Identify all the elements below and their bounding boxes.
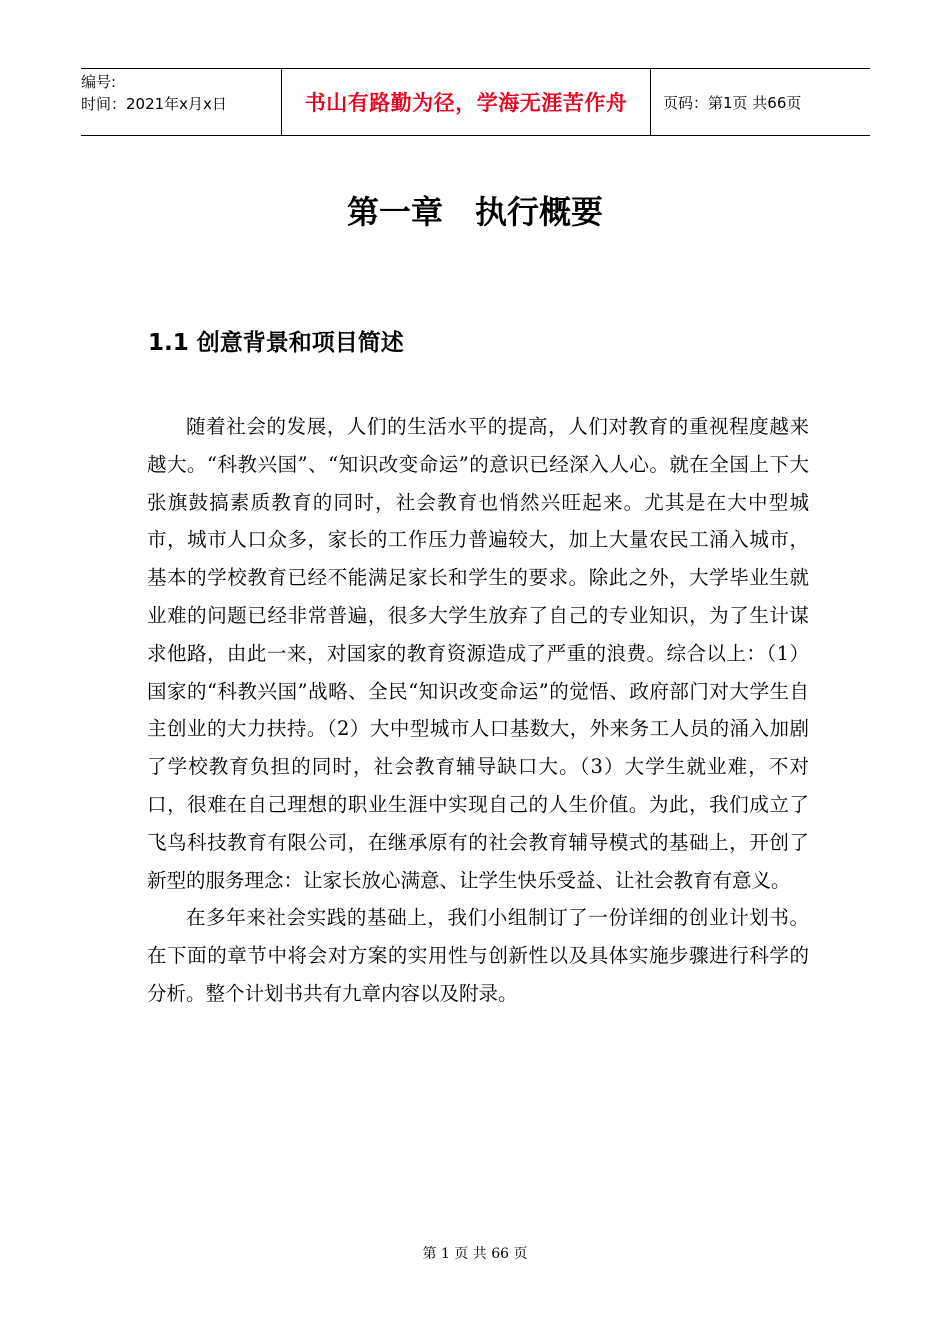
section-title: 1.1 创意背景和项目简述 (148, 330, 404, 356)
header-info-cell (81, 69, 281, 135)
document-date: 时间：2021年x月x日 (81, 95, 227, 113)
paragraph: 随着社会的发展，人们的生活水平的提高，人们对教育的重视程度越来越大。“科教兴国”、“知识改变命运”的意识已经深入人心。就在全国上下大张旗鼓搞素质教育的同时，社会教育也悄然兴旺起来。尤其是在大中型城市，城市人口众多，家长的工作压力普遍较大，加上大量农民工涌入城市，基本的学校教育已经不能满足家长和学生的要求。除此之外，大学毕业生就业难的问题已经非常普遍，很多大学生放弃了自己的专业知识，为了生计谋求他路，由此一来，对国家的教育资源造成了严重的浪费。综合以上：（1）国家的“科教兴国”战略、全民“知识改变命运”的觉悟、政府部门对大学生自主创业的大力扶持。（2）大中型城市人口基数大，外来务工人员的涌入加剧了学校教育负担的同时，社会教育辅导缺口大。（3）大学生就业难，不对口，很难在自己理想的职业生涯中实现自己的人生价值。为此，我们成立了飞鸟科技教育有限公司，在继承原有的社会教育辅导模式的基础上，开创了新型的服务理念：让家长放心满意、让学生快乐受益、让社会教育有意义。 (147, 415, 809, 892)
body-text (147, 408, 809, 1013)
header-motto-cell (281, 69, 651, 135)
header-motto: 书山有路勤为径，学海无涯苦作舟 (304, 91, 628, 115)
header-page-cell (651, 69, 870, 135)
page-footer: 第 1 页 共 66 页 (422, 1246, 528, 1262)
header-page-info: 页码：第1页 共66页 (663, 93, 802, 112)
document-number-label: 编号: (81, 73, 117, 91)
paragraph: 在多年来社会实践的基础上，我们小组制订了一份详细的创业计划书。在下面的章节中将会对方案的实用性与创新性以及具体实施步骤进行科学的分析。整个计划书共有九章内容以及附录。 (147, 906, 809, 1005)
page-header (81, 68, 870, 136)
chapter-title: 第一章 执行概要 (346, 193, 603, 231)
